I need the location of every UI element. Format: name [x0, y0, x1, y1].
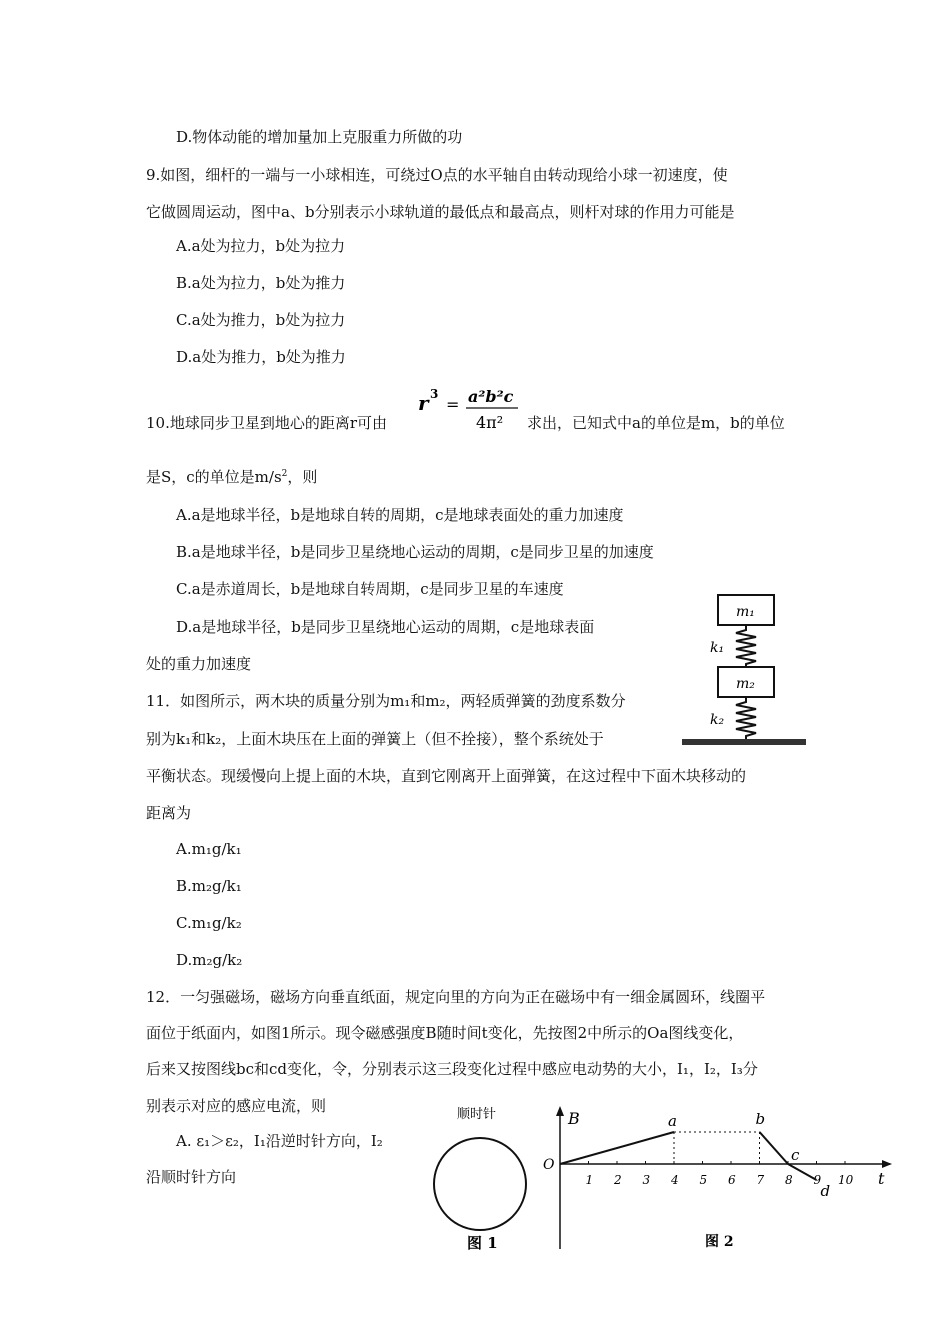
formula-lhs: r	[418, 391, 429, 415]
x-tick-label-7: 7	[756, 1173, 765, 1187]
point-label-b: b	[755, 1110, 766, 1128]
b-axis-label: B	[568, 1109, 580, 1128]
point-label-c: c	[791, 1146, 800, 1164]
x-tick-label-10: 10	[838, 1173, 854, 1187]
x-tick-label-1: 1	[585, 1173, 594, 1187]
q10-option-c: C.a是赤道周长，b是地球自转周期，c是同步卫星的车速度	[176, 580, 564, 598]
segment-oa	[560, 1132, 674, 1164]
figure-1-ring	[425, 1104, 535, 1254]
label-k1: k₁	[710, 640, 725, 656]
q9-option-b: B.a处为拉力，b处为推力	[176, 274, 346, 292]
t-axis-arrow	[882, 1160, 892, 1168]
formula-denominator: 4π²	[476, 413, 504, 432]
fig1-caption: 图 1	[467, 1234, 498, 1252]
q10-stem-line2: 是S，c的单位是$m/s^2$，则	[146, 468, 318, 486]
q12-option-a-line2: 沿顺时针方向	[146, 1168, 237, 1186]
x-tick-label-8: 8	[785, 1173, 793, 1187]
q8-option-d: D.物体动能的增加量加上克服重力所做的功	[176, 128, 463, 146]
metal-ring	[434, 1138, 526, 1230]
q9-option-a: A.a处为拉力，b处为拉力	[176, 237, 346, 255]
q11-option-a: A.m₁g/k₁	[176, 840, 242, 858]
q10-option-d-line2: 处的重力加速度	[146, 655, 252, 673]
b-axis-arrow	[556, 1106, 564, 1116]
q11-stem-line3: 平衡状态。现缓慢向上提上面的木块，直到它刚离开上面弹簧，在这过程中下面木块移动的	[146, 767, 747, 785]
formula-numerator: a²b²c	[468, 387, 514, 406]
x-tick-label-4: 4	[671, 1173, 679, 1187]
q11-option-d: D.m₂g/k₂	[176, 951, 243, 969]
x-tick-label-2: 2	[614, 1173, 622, 1187]
label-k2: k₂	[710, 712, 725, 728]
q11-stem-line2: 别为k₁和k₂，上面木块压在上面的弹簧上（但不拴接），整个系统处于	[146, 730, 604, 748]
t-axis-label: t	[878, 1169, 885, 1188]
x-tick-label-9: 9	[813, 1173, 822, 1187]
q12-stem-line4: 别表示对应的感应电流，则	[146, 1097, 327, 1115]
ground-hatched	[682, 739, 806, 745]
spring-k1	[736, 625, 756, 667]
segment-bc	[760, 1132, 789, 1164]
q12-stem-line2: 面位于纸面内，如图1所示。现令磁感强度B随时间t变化，先按图2中所示的Oa图线变化，	[146, 1024, 744, 1042]
point-label-d: d	[820, 1182, 831, 1200]
q12-option-a-line1: A. ε₁＞ε₂，I₁沿逆时针方向，I₂	[176, 1132, 383, 1150]
point-label-a: a	[668, 1112, 677, 1130]
q10-option-b: B.a是地球半径，b是同步卫星绕地心运动的周期，c是同步卫星的加速度	[176, 543, 654, 561]
q10-option-d-line1: D.a是地球半径，b是同步卫星绕地心运动的周期，c是地球表面	[176, 618, 595, 636]
q9-stem-line1: 9.如图，细杆的一端与一小球相连，可绕过O点的水平轴自由转动现给小球一初速度，使	[146, 166, 728, 184]
x-tick-label-3: 3	[642, 1173, 651, 1187]
fig2-caption: 图 2	[705, 1234, 734, 1250]
spring-k2	[736, 697, 756, 739]
q10-formula	[416, 380, 524, 436]
formula-lhs-exp: 3	[430, 387, 439, 401]
formula-eq: =	[446, 395, 460, 414]
q10-option-a: A.a是地球半径，b是地球自转的周期，c是地球表面处的重力加速度	[176, 506, 624, 524]
x-tick-label-6: 6	[728, 1173, 736, 1187]
fig1-top-label: 顺时针	[457, 1107, 497, 1122]
q11-option-b: B.m₂g/k₁	[176, 877, 242, 895]
figure-2-graph	[538, 1104, 898, 1254]
q11-stem-line4: 距离为	[146, 804, 192, 822]
q11-stem-line1: 11．如图所示，两木块的质量分别为m₁和m₂，两轻质弹簧的劲度系数分	[146, 692, 626, 710]
spring-blocks-figure	[682, 590, 806, 750]
q10-stem-post: 求出，已知式中a的单位是m，b的单位	[527, 414, 785, 432]
q11-option-c: C.m₁g/k₂	[176, 914, 242, 932]
q10-stem-pre: 10.地球同步卫星到地心的距离r可由	[146, 414, 388, 432]
label-m2: m₂	[736, 676, 755, 692]
x-tick-label-5: 5	[699, 1173, 708, 1187]
q9-option-c: C.a处为推力，b处为拉力	[176, 311, 346, 329]
q9-option-d: D.a处为推力，b处为推力	[176, 348, 346, 366]
label-m1: m₁	[736, 604, 755, 620]
q12-stem-line3: 后来又按图线bc和cd变化，令，分别表示这三段变化过程中感应电动势的大小，I₁，I₂，I₃分	[146, 1060, 758, 1078]
q9-stem-line2: 它做圆周运动，图中a、b分别表示小球轨道的最低点和最高点，则杆对球的作用力可能是	[146, 203, 735, 221]
q12-stem-line1: 12．一匀强磁场，磁场方向垂直纸面，规定向里的方向为正在磁场中有一细金属圆环，线圈平	[146, 988, 766, 1006]
origin-label: O	[543, 1157, 555, 1173]
